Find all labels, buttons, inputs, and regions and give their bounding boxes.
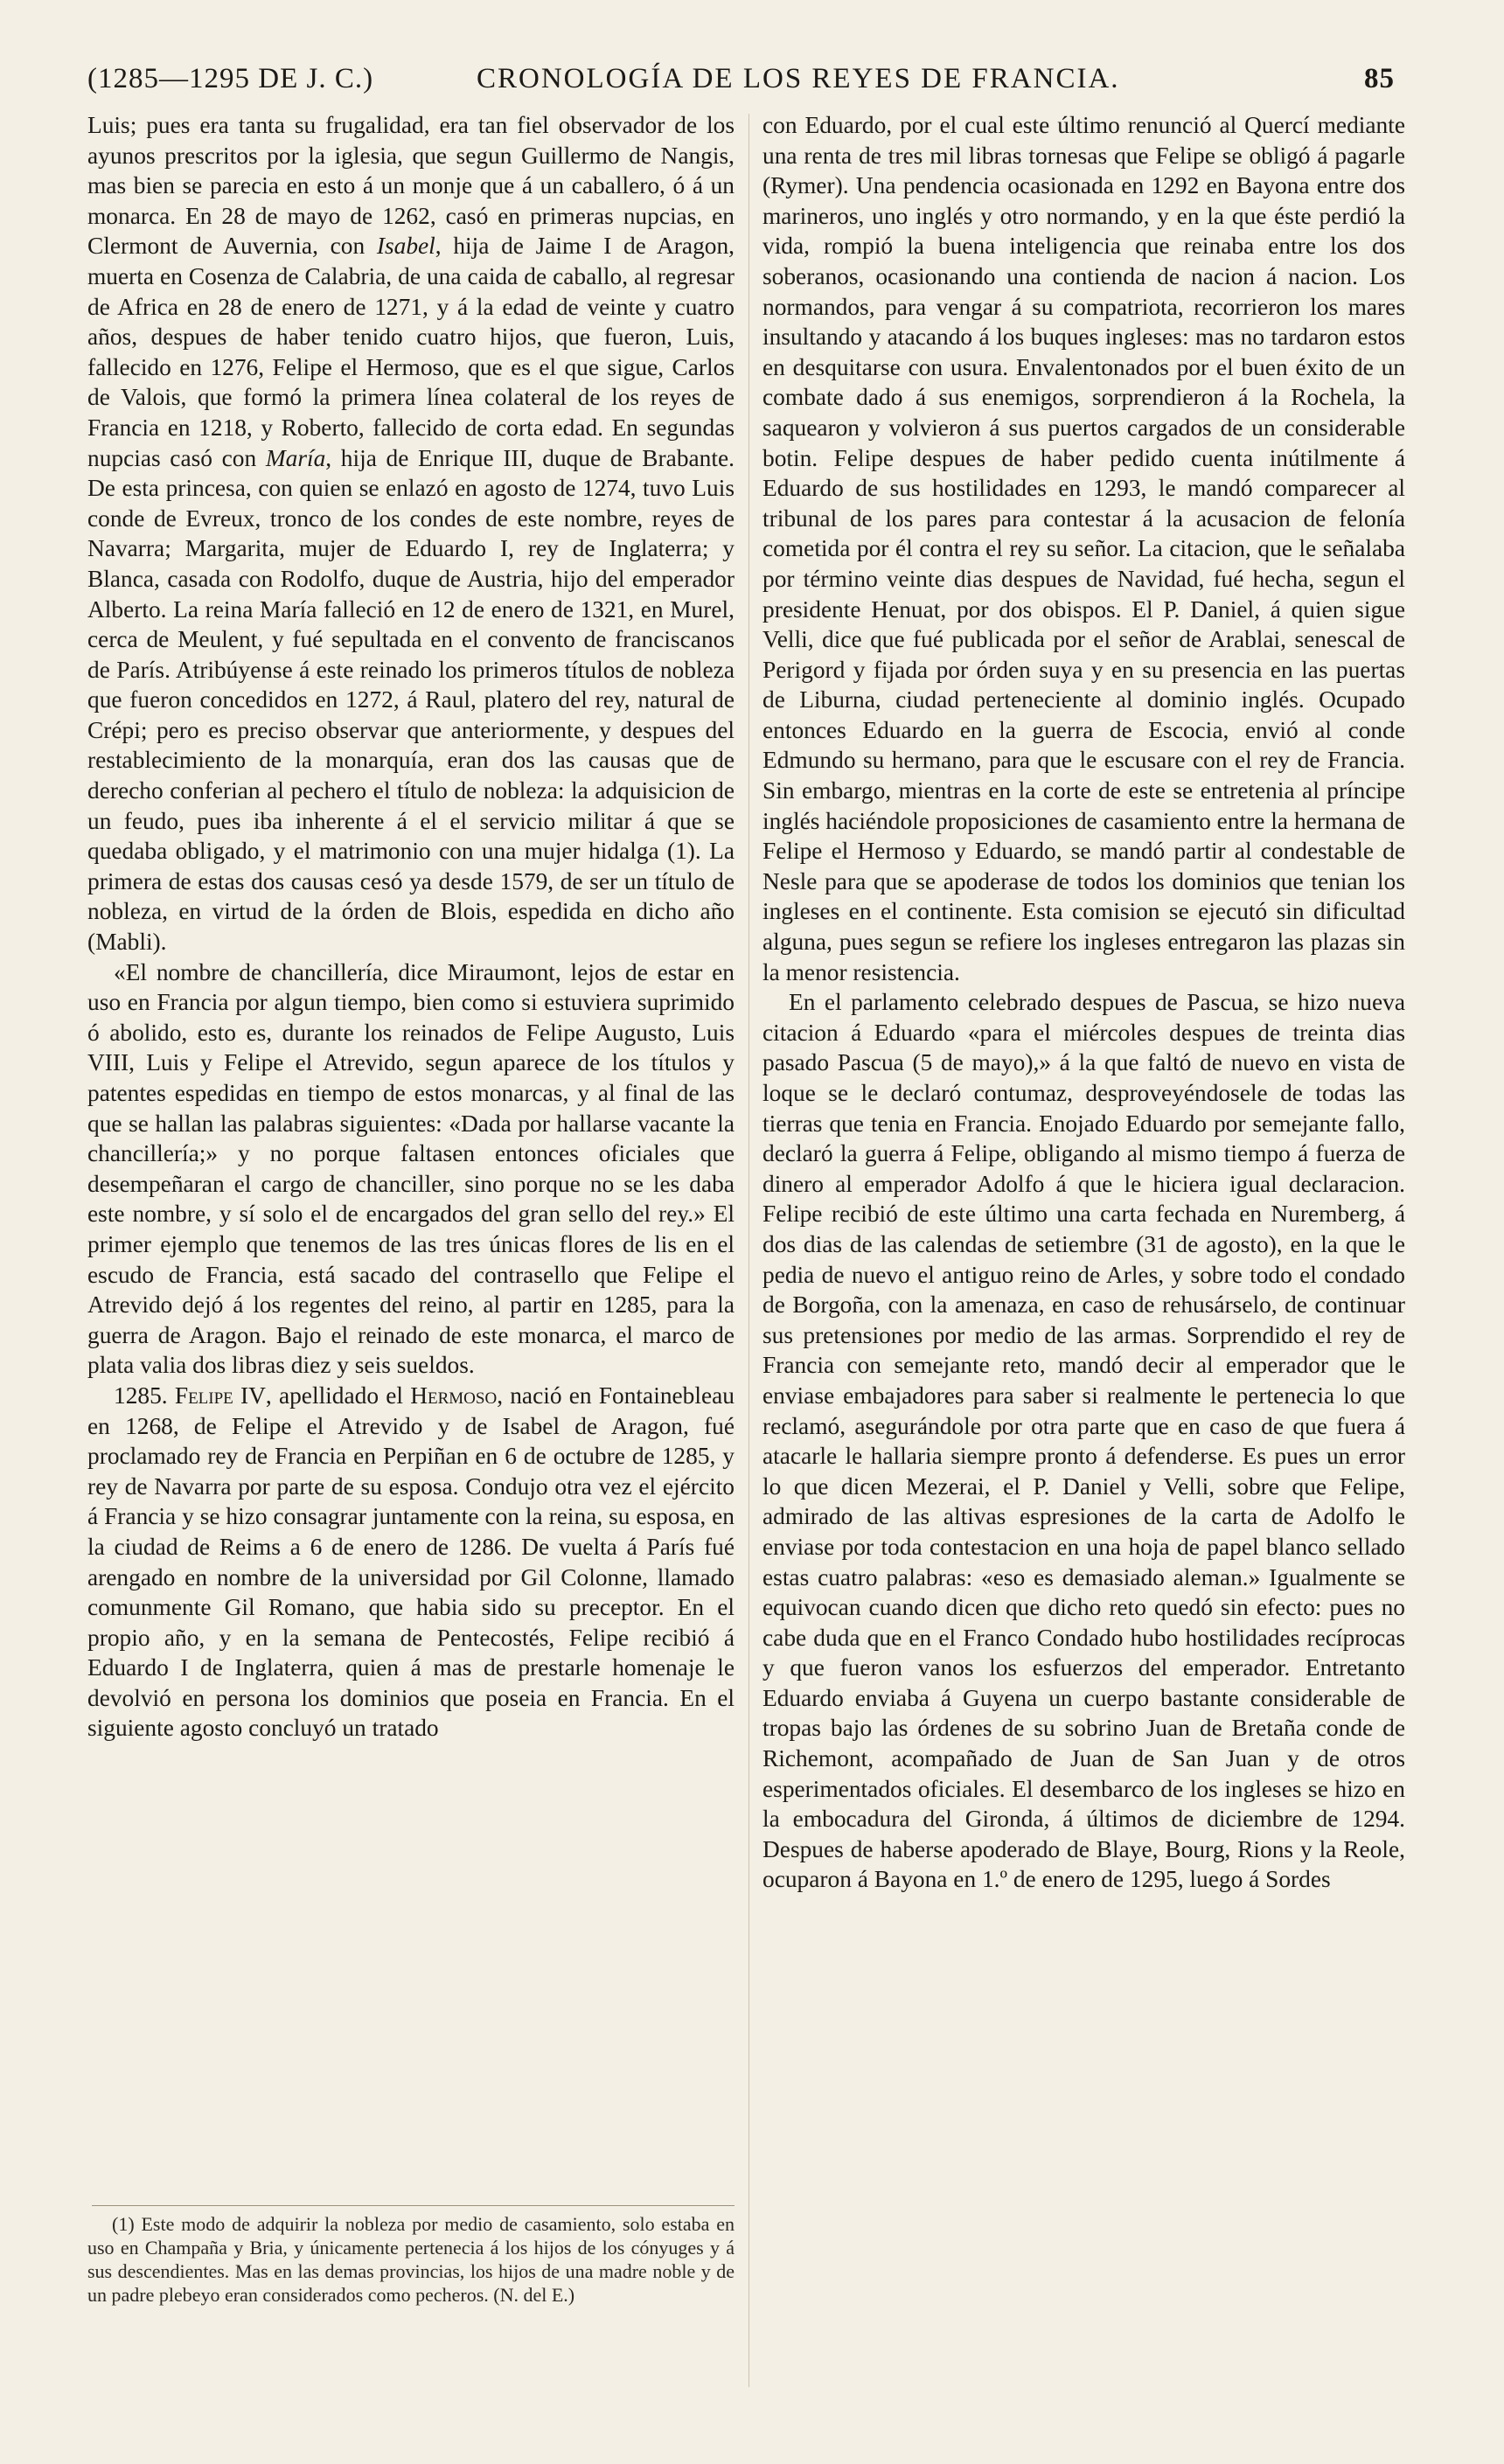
page-number: 85 bbox=[1364, 63, 1395, 94]
king-epithet: Hermoso bbox=[410, 1382, 498, 1409]
paragraph-text: Luis; pues era tanta su frugalidad, era tan fiel observador de los ayunos prescritos por la iglesia, que segun Guillermo de Nangis, mas bien se parecia en esto á un monje que á un caballero, ó á un monarca. En 28 de mayo de 1262, casó en primeras nupcias, en Clermont de Auvernia, con bbox=[87, 112, 735, 260]
paragraph-text: , apellidado el bbox=[265, 1382, 411, 1409]
paragraph: con Eduardo, por el cual este último renunció al Quercí mediante una renta de tres mil libras tornesas que Felipe se obligó á pagarle (Rymer). Una pendencia ocasionada en 1292 en Bayona entre dos marineros, uno inglés y otro normando, y en la que éste perdió la vida, rompió la buena inteligencia que reinaba entre los dos soberanos, ocasionando una contienda de nacion á nacion. Los normandos, para vengar á su compatriota, recorrieron los mares insultando y atacando á los buques ingleses: mas no tardaron estos en desquitarse con usura. Envalentonados por el buen éxito de un combate dado á sus enemigos, sorprendieron á la Rochela, la saquearon y volvieron á sus puertos cargados de un considerable botin. Felipe despues de haber pedido cuenta inútilmente á Eduardo de sus hostilidades en 1293, le mandó comparecer al tribunal de los pares para contestar á la acusacion de felonía cometida por él contra el rey su señor. La citacion, que le señalaba por término veinte dias despues de Navidad, fué hecha, segun el presidente Henuat, por dos obispos. El P. Daniel, á quien sigue Velli, dice que fué publicada por el señor de Arablai, senescal de Perigord y fijada por órden suya y en su presencia en las puertas de Liburna, ciudad perteneciente al dominio inglés. Ocupado entonces Eduardo en la guerra de Escocia, envió al conde Edmundo su hermano, para que le escusare con el rey de Francia. Sin embargo, mientras en la corte de este se entretenia al príncipe inglés haciéndole proposiciones de casamiento entre la hermana de Felipe el Hermoso y Eduardo, se mandó partir al condestable de Nesle para que se apoderase de todos los dominios que tenian los ingleses en el continente. Esta comision se ejecutó sin dificultad alguna, pues segun se refiere los ingleses entregaron las plazas sin la menor resistencia. bbox=[762, 112, 1405, 985]
paragraph-text: , hija de Enrique III, duque de Brabante. De esta princesa, con quien se enlazó en agosto de 1274, tuvo Luis conde de Evreux, tronco de los condes de este nombre, reyes de Navarra; Margarita, mujer de Eduardo I, rey de Inglaterra; y Blanca, casada con Rodolfo, duque de Austria, hijo del emperador Alberto. La reina María falleció en 12 de enero de 1321, en Murel, cerca de Meulent, y fué sepultada en el convento de franciscanos de París. Atribúyense á este reinado los primeros títulos de nobleza que fueron concedidos en 1272, á Raul, platero del rey, natural de Crépi; pero es preciso observar que anteriormente, y despues del restablecimiento de la monarquía, eran dos las causas que de derecho conferian al pechero el título de nobleza: la adquisicion de un feudo, pues iba inherente á el el servicio militar á que se quedaba obligado, y el matrimonio con una mujer hidalga (1). La primera de estas dos causas cesó ya desde 1579, de ser un título de nobleza, en virtud de la órden de Blois, espedida en dicho año (Mabli). bbox=[87, 444, 735, 956]
paragraph-text: , hija de Jaime I de Aragon, muerta en Cosenza de Calabria, de una caida de caballo, al regresar de Africa en 28 de enero de 1271, y á la edad de veinte y cuatro años, despues de haber tenido cuatro hijos, que fueron, Luis, fallecido en 1276, Felipe el Hermoso, que es el que sigue, Carlos de Valois, que formó la primera línea colateral de los reyes de Francia en 1218, y Roberto, fallecido de corta edad. En segundas nupcias casó con bbox=[87, 233, 735, 471]
king-name: Felipe IV bbox=[174, 1382, 266, 1409]
paragraph: En el parlamento celebrado despues de Pascua, se hizo nueva citacion á Eduardo «para el miércoles despues de treinta dias pasado Pascua (5 de mayo),» á la que faltó de nuevo en vista de loque se le declaró contumaz, desproveyéndosele de todas las tierras que tenia en Francia. Enojado Eduardo por semejante fallo, declaró la guerra á Felipe, obligando al mismo tiempo á fuerza de dinero al emperador Adolfo á que le hiciera igual declaracion. Felipe recibió de este último una carta fechada en Nuremberg, á dos dias de las calendas de setiembre (31 de agosto), en la que le pedia de nuevo el antiguo reino de Arles, y sobre todo el condado de Borgoña, con la amenaza, en caso de rehusárselo, de continuar sus pretensiones por medio de las armas. Sorprendido el rey de Francia con semejante reto, mandó decir al emperador que le enviase embajadores para saber si realmente le pertenecia lo que reclamó, asegurándole por otra parte que en caso de que fuera á atacarle le hallaria siempre pronto á defenderse. Es pues un error lo que dicen Mezerai, el P. Daniel y Velli, sobre que Felipe, admirado de las altivas espresiones de la carta de Adolfo le enviase por toda contestacion en una hoja de papel blanco sellado estas cuatro palabras: «eso es demasiado aleman.» Igualmente se equivocan cuando dicen que dicho reto quedó sin efecto: pues no cabe duda que en el Franco Condado hubo hostilidades recíprocas y que fueron vanos los esfuerzos del emperador. Entretanto Eduardo enviaba á Guyena un cuerpo bastante considerable de tropas bajo las órdenes de su sobrino Juan de Bretaña conde de Richemont, acompañado de Juan de San Juan y de otros esperimentados oficiales. El desembarco de los ingleses se hizo en la embocadura del Gironda, á últimos de diciembre de 1294. Despues de haberse apoderado de Blaye, Bourg, Rions y la Reole, ocuparon á Bayona en 1.º de enero de 1295, luego á Sordes bbox=[762, 989, 1405, 1893]
header-title: CRONOLOGÍA DE LOS REYES DE FRANCIA. bbox=[477, 63, 1120, 94]
header-date-range: (1285—1295 DE J. C.) bbox=[87, 63, 374, 94]
paragraph: «El nombre de chancillería, dice Miraumont, lejos de estar en uso en Francia por algun tiempo, bien como si estuviera suprimido ó abolido, esto es, durante los reinados de Felipe Augusto, Luis VIII, Luis y Felipe el Atrevido, segun aparece de los títulos y patentes espedidas en tiempo de estos monarcas, y al final de las que se hallan las palabras siguientes: «Dada por hallarse vacante la chancillería;» y no porque faltasen entonces oficiales que desempeñaran el cargo de chanciller, sino porque no se les daba este nombre, y sí solo el de encargados del gran sello del rey.» El primer ejemplo que tenemos de las tres únicas flores de lis en el escudo de Francia, está sacado del contrasello que Felipe el Atrevido dejó á los regentes del reino, al partir en 1285, para la guerra de Aragon. Bajo el reinado de este monarca, el marco de plata valia dos libras diez y seis sueldos. bbox=[87, 958, 735, 1379]
footnote-rule bbox=[92, 2205, 735, 2206]
italic-name: María bbox=[265, 444, 326, 471]
entry-year: 1285. bbox=[114, 1382, 168, 1409]
right-column bbox=[762, 110, 1405, 1895]
footnote bbox=[87, 2212, 735, 2307]
paragraph bbox=[87, 1381, 735, 1744]
left-column bbox=[87, 110, 735, 1744]
paragraph-text: , nació en Fontainebleau en 1268, de Felipe el Atrevido y de Isabel de Aragon, fué proclamado rey de Francia en Perpiñan en 6 de octubre de 1285, y rey de Navarra por parte de su esposa. Condujo otra vez el ejército á Francia y se hizo consagrar juntamente con la reina, su esposa, en la ciudad de Reims a 6 de enero de 1286. De vuelta á París fué arengado en nombre de la universidad por Gil Colonne, llamado comunmente Gil Romano, que habia sido su preceptor. En el propio año, y en la semana de Pentecostés, Felipe recibió á Eduardo I de Inglaterra, quien á mas de prestarle homenaje le devolvió en persona los dominios que poseia en Francia. En el siguiente agosto concluyó un tratado bbox=[87, 1382, 735, 1742]
paragraph bbox=[87, 110, 735, 957]
footnote-text: (1) Este modo de adquirir la nobleza por medio de casamiento, solo estaba en uso en Champaña y Bria, y únicamente pertenecia á los hijos de los cónyuges y á sus descendientes. Mas en las demas provincias, los hijos de una madre noble y de un padre plebeyo eran considerados como pecheros. (N. del E.) bbox=[87, 2213, 735, 2306]
italic-name: Isabel bbox=[376, 233, 435, 260]
page-header bbox=[87, 63, 1395, 107]
